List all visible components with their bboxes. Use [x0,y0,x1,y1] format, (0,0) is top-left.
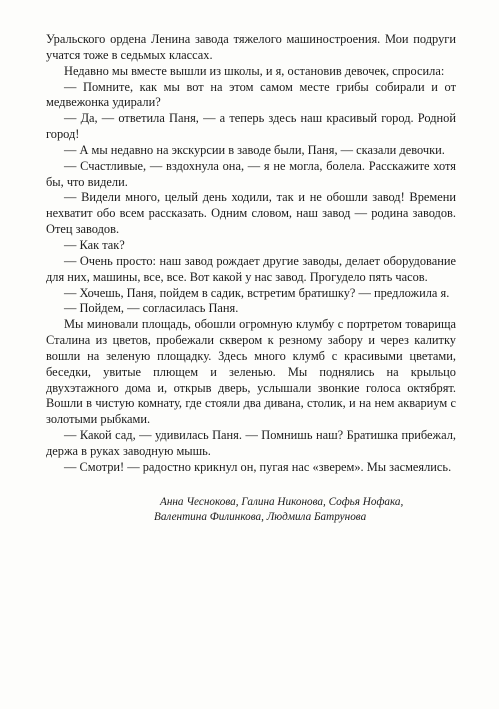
article-body [46,32,456,476]
dialogue-line: — Счастливые, — вздохнула она, — я не могла, болела. Расскажите хотя бы, что видели. [46,158,456,189]
dialogue-line: — Какой сад, — удивилась Паня. — Помнишь наш? Братишка прибежал, держа в руках заводную мышь. [46,428,456,458]
paragraph: Мы миновали площадь, обошли огромную клумбу с портретом товарища Сталина из цветов, пробежали сквером к резному забору и через калитку вошли на зеленую площадку. Здесь много клумб с красивыми цветами, беседки, увитые плющем и зеленью. Мы поднялись на крыльцо двухэтажного дома и, открыв дверь, услышали звонкие голоса октябрят. Вошли в чистую комнату, где стояли два дивана, столик, и на нем аквариум с золотыми рыбками. [46,317,456,427]
dialogue-line: — А мы недавно на экскурсии в заводе были, Паня, — сказали девочки. [64,142,445,157]
dialogue-line: — Очень просто: наш завод рождает другие заводы, делает оборудование для них, машины, все, все. Вот какой у нас завод. Прогудело пять часов. [46,253,456,284]
dialogue-line: — Да, — ответила Паня, — а теперь здесь наш красивый город. Родной город! [46,111,456,142]
author-signatures [46,495,456,525]
dialogue-line: — Как так? [64,237,125,252]
dialogue-line: — Пойдем, — согласилась Паня. [64,301,239,316]
dialogue-line: — Видели много, целый день ходили, так и не обошли завод! Времени нехватит обо всем рассказать. Одним словом, наш завод — родина заводов. Отец заводов. [46,190,456,237]
signature-line: Анна Чеснокова, Галина Никонова, Софья Нофака, [160,496,404,508]
dialogue-line: — Хочешь, Паня, пойдем в садик, встретим братишку? — предложила я. [64,285,450,300]
paragraph: Недавно мы вместе вышли из школы, и я, остановив девочек, спросила: [64,63,445,78]
dialogue-line: — Помните, как мы вот на этом самом месте грибы собирали и от медвежонка удирали? [46,79,456,110]
dialogue-line: — Смотри! — радостно крикнул он, пугая нас «зверем». Мы засмеялись. [64,459,452,474]
paragraph-intro: Уральского ордена Ленина завода тяжелого машиностроения. Мои подруги учатся тоже в седьмых классах. [46,32,456,62]
signature-line: Валентина Филинкова, Людмила Батрунова [154,511,367,523]
